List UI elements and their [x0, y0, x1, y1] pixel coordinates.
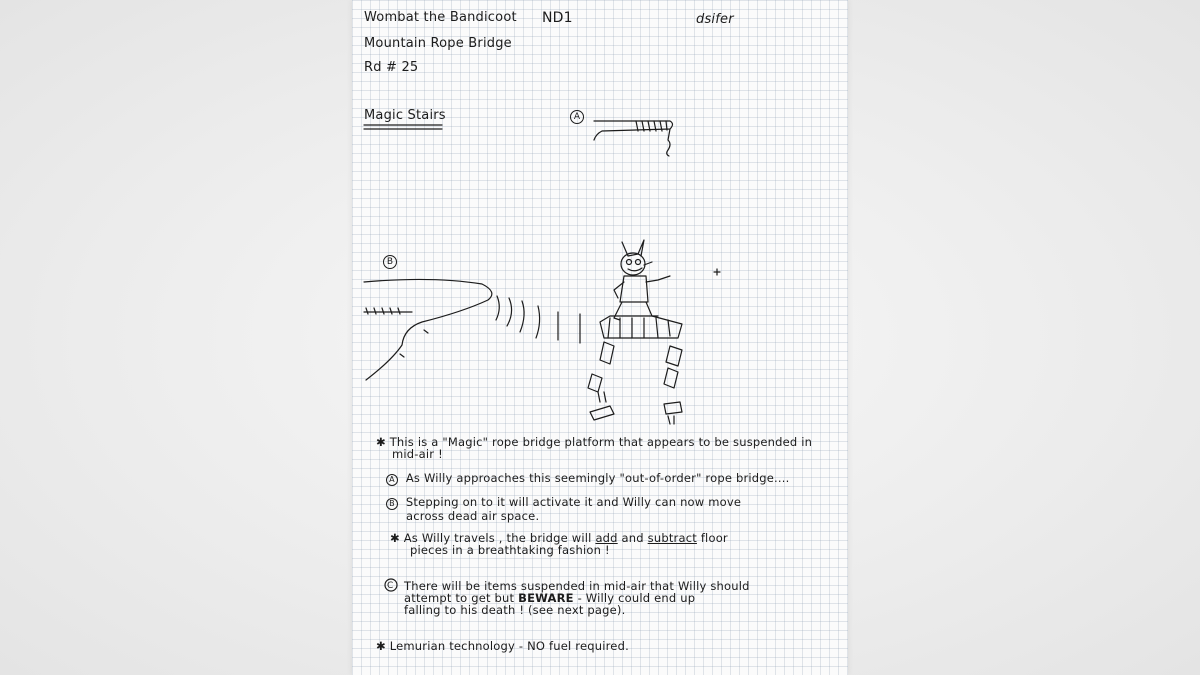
document-title: Wombat the Bandicoot: [364, 10, 517, 25]
note-b: B Stepping on to it will activate it and Willy can now move across dead air space.: [386, 496, 741, 522]
small-mark: [714, 269, 720, 275]
floor-piece: [600, 342, 614, 364]
document-code: ND1: [542, 10, 573, 26]
note-marker-b: B: [386, 498, 398, 510]
document-subtitle: Mountain Rope Bridge: [364, 36, 512, 51]
cliff-b-drawing: [364, 279, 492, 380]
sketch-drawing: [352, 0, 848, 675]
willy-character: [614, 240, 670, 320]
floor-piece: [664, 368, 678, 388]
marker-a: A: [570, 110, 584, 124]
section-title-underline: [364, 125, 442, 129]
note-marker-a: A: [386, 474, 398, 486]
section-title: Magic Stairs: [364, 108, 446, 123]
asterisk-star-icon: ✱: [376, 639, 386, 653]
author-signature: dsifer: [696, 12, 734, 27]
note-a: A As Willy approaches this seemingly "out-of-order" rope bridge....: [386, 472, 789, 486]
magic-platform: [588, 316, 682, 424]
marker-b: B: [383, 255, 397, 269]
round-number: Rd # 25: [364, 60, 419, 75]
floor-piece: [664, 402, 682, 414]
asterisk-star-icon: ✱: [390, 531, 400, 545]
floor-piece: [588, 374, 602, 392]
footnote: ✱ Lemurian technology - NO fuel required.: [376, 639, 629, 653]
note-c: C There will be items suspended in mid-air that Willy should attempt to get but BEWARE - Willy could end up falling to his death ! (see next page).: [387, 579, 750, 617]
note-star: ✱ As Willy travels , the bridge will add and subtract floor pieces in a breathtaking fashion !: [390, 531, 728, 557]
floor-piece: [590, 406, 614, 420]
cliff-a-drawing: [594, 121, 673, 156]
floor-piece: [666, 346, 682, 366]
asterisk-star-icon: ✱: [376, 435, 386, 449]
note-marker-c: C: [387, 581, 394, 591]
motion-arcs: [496, 296, 580, 343]
sketch-page: [352, 0, 848, 675]
note-intro: ✱ This is a "Magic" rope bridge platform that appears to be suspended in mid-air !: [376, 435, 813, 461]
